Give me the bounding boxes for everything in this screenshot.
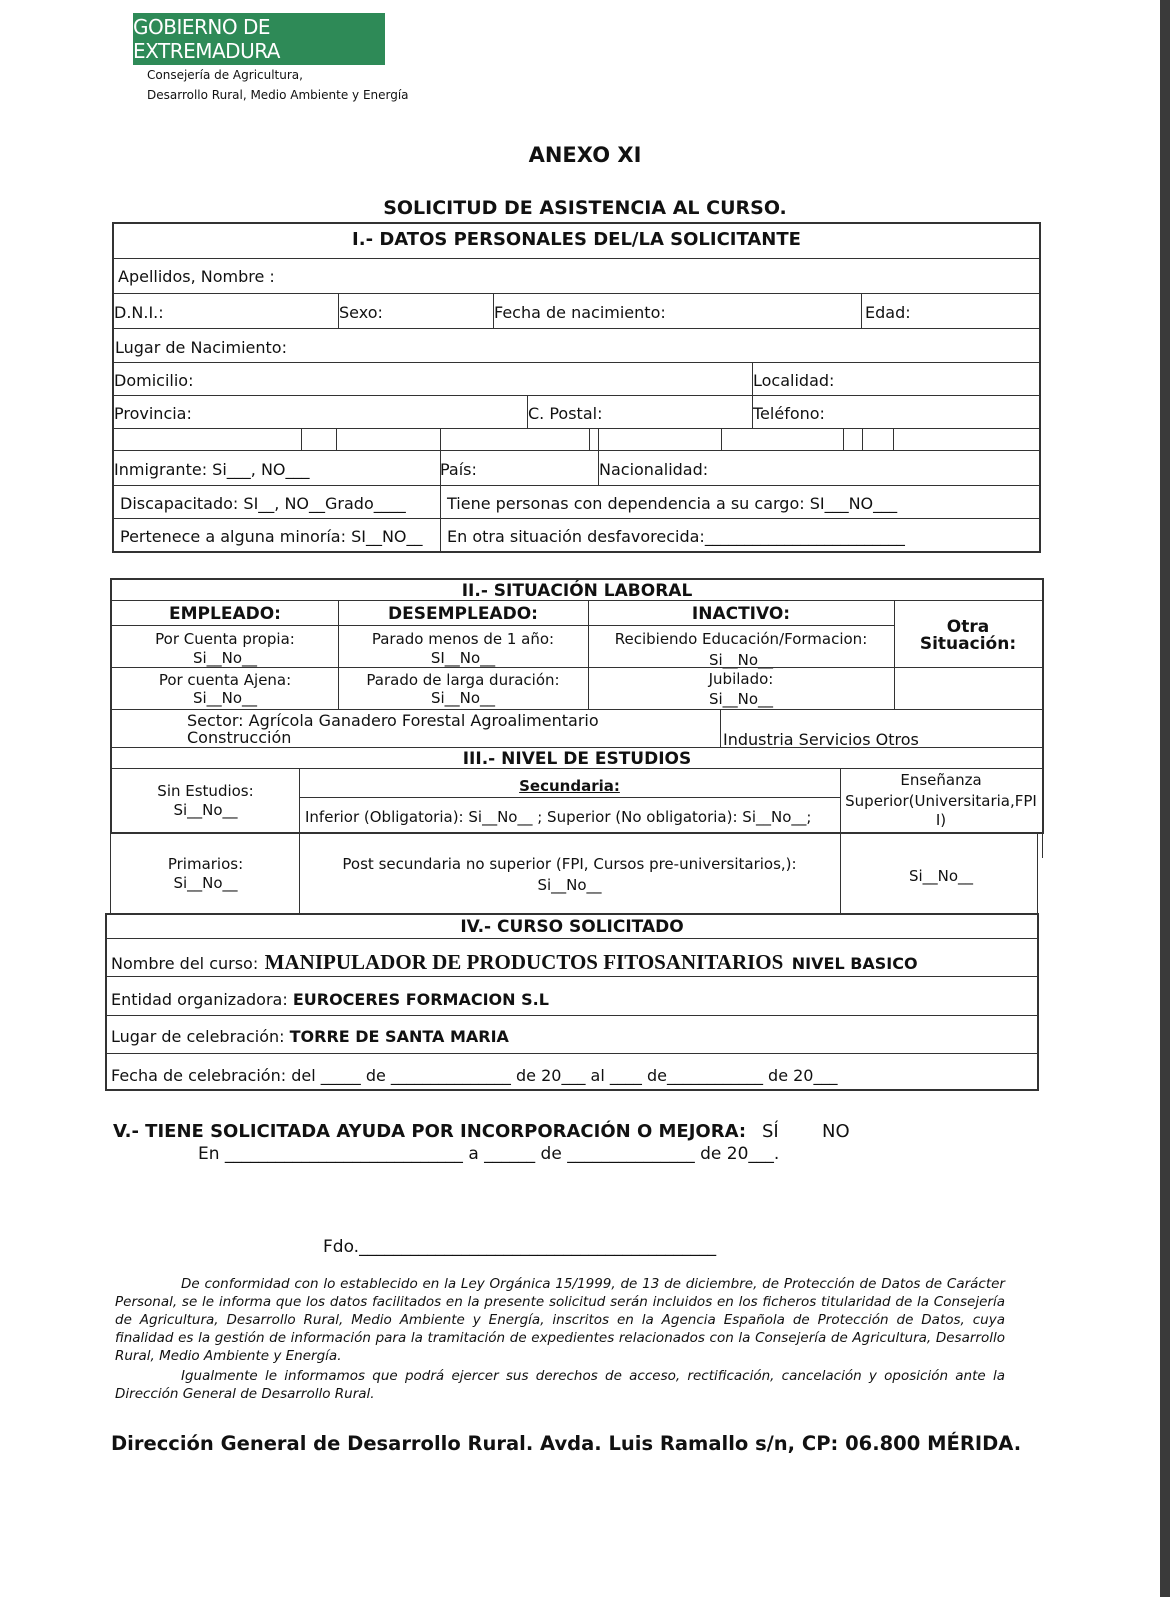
right-edge-bar [1160,0,1170,1597]
sin-estudios-label: Sin Estudios: [157,782,254,800]
sin-estudios-sino[interactable]: Si__No__ [173,801,238,819]
section-3-heading: III.- NIVEL DE ESTUDIOS [462,749,692,769]
ensenanza-superior-line-1: Enseñanza [900,771,982,789]
sector-industria-servicios[interactable]: Industria Servicios Otros [723,730,919,749]
codigo-postal-field[interactable]: C. Postal: [528,404,603,423]
legal-paragraph-2: Igualmente le informamos que podrá ejercer sus derechos de acceso, rectificación, cancelación y oposición ante la Dirección General de Desarrollo Rural. [115,1368,1005,1402]
place-date-line[interactable]: En ____________________________ a ______ de _______________ de 20___. [198,1144,780,1164]
section-4-heading: IV.- CURSO SOLICITADO [460,917,684,937]
desempleado-heading: DESEMPLEADO: [388,604,538,624]
section-5-heading: V.- TIENE SOLICITADA AYUDA POR INCORPORACIÓN O MEJORA: [113,1121,747,1142]
option-no[interactable]: NO [822,1121,850,1142]
fecha-nacimiento-field[interactable]: Fecha de nacimiento: [494,303,666,322]
lugar-label: Lugar de celebración: [111,1027,285,1046]
entidad-value[interactable]: EUROCERES FORMACION S.L [292,990,549,1009]
pais-field[interactable]: País: [440,460,477,479]
educacion-label: Recibiendo Educación/Formacion: [614,630,868,648]
secundaria-heading: Secundaria: [519,777,620,795]
telefono-field[interactable]: Teléfono: [753,404,825,423]
parado-menos-sino[interactable]: SI__No__ [430,649,496,667]
sector-construccion[interactable]: Construcción [187,728,292,747]
ensenanza-superior-line-2: Superior(Universitaria,FPI [845,792,1037,810]
dependencia-field[interactable]: Tiene personas con dependencia a su cargo: SI___NO___ [447,494,898,513]
lugar-row [111,1027,509,1046]
nombre-curso-value[interactable]: MANIPULADOR DE PRODUCTOS FITOSANITARIOS [264,950,784,974]
legal-paragraph-1: De conformidad con lo establecido en la Ley Orgánica 15/1999, de 13 de diciembre, de Protección de Datos de Carácter Personal, se le informa que los datos facilitados en la presente solicitud serán incluidos en los ficheros titularidad de la Consejería de Agricultura, Desarrollo Rural, Medio Ambiente y Energía, inscritos en la Agencia Española de Protección de Datos, cuya finalidad es la gestión de información para la tramitación de expedientes relacionados con la Consejería de Agricultura, Desarrollo Rural, Medio Ambiente y Energía. [115,1276,1005,1364]
signature-line[interactable]: Fdo.__________________________________________ [323,1237,717,1257]
form-subtitle: SOLICITUD DE ASISTENCIA AL CURSO. [383,197,787,219]
otra-situacion-heading-2: Situación: [919,634,1017,654]
primarios-label: Primarios: [167,855,244,873]
sector-options[interactable]: Sector: Agrícola Ganadero Forestal Agroalimentario [187,711,599,730]
desfavorecida-field[interactable]: En otra situación desfavorecida:_________________________ [447,527,905,546]
superior-sino[interactable]: Si__No__ [908,867,974,885]
nombre-curso-row [111,950,918,975]
post-secundaria-sino[interactable]: Si__No__ [537,876,602,894]
edad-field[interactable]: Edad: [865,303,911,322]
post-secundaria-label: Post secundaria no superior (FPI, Cursos pre-universitarios,): [342,855,797,873]
cuenta-ajena-sino[interactable]: Si__No__ [192,689,258,707]
nacionalidad-field[interactable]: Nacionalidad: [599,460,709,479]
entidad-row [111,990,549,1009]
otra-situacion-heading-1: Otra [946,617,990,637]
cuenta-propia-sino[interactable]: Si__No__ [192,649,258,667]
inmigrante-field[interactable]: Inmigrante: Si___, NO___ [114,460,310,479]
inactivo-heading: INACTIVO: [691,604,791,624]
domicilio-field[interactable]: Domicilio: [114,371,194,390]
discapacitado-field[interactable]: Discapacitado: SI__, NO__Grado____ [120,494,406,513]
government-logo [133,13,385,65]
apellidos-field[interactable]: Apellidos, Nombre : [118,267,275,286]
provincia-field[interactable]: Provincia: [114,404,192,423]
parado-larga-label: Parado de larga duración: [366,671,560,689]
section-2-heading: II.- SITUACIÓN LABORAL [461,581,693,601]
jubilado-sino[interactable]: Si__No__ [708,690,774,708]
minoria-field[interactable]: Pertenece a alguna minoría: SI__NO__ [120,527,423,546]
nombre-curso-label: Nombre del curso: [111,954,259,973]
fecha-celebracion-field[interactable]: Fecha de celebración: del _____ de _______________ de 20___ al ____ de____________ de 20___ [111,1066,838,1085]
logo-text: GOBIERNO DE EXTREMADURA [133,15,280,63]
ensenanza-superior-line-3: I) [935,811,947,829]
section-1-heading: I.- DATOS PERSONALES DEL/LA SOLICITANTE [352,229,801,250]
cuenta-ajena-label: Por cuenta Ajena: [158,671,292,689]
footer-address: Dirección General de Desarrollo Rural. Avda. Luis Ramallo s/n, CP: 06.800 MÉRIDA. [111,1432,1022,1455]
primarios-sino[interactable]: Si__No__ [173,874,238,892]
parado-menos-label: Parado menos de 1 año: [371,630,555,648]
cuenta-propia-label: Por Cuenta propia: [155,630,295,648]
educacion-sino[interactable]: Si__No__ [708,651,774,669]
consejeria-line-1: Consejería de Agricultura, [147,68,303,82]
page-title: ANEXO XI [528,143,642,167]
dni-field[interactable]: D.N.I.: [114,303,164,322]
sexo-field[interactable]: Sexo: [339,303,383,322]
nivel-curso: NIVEL BASICO [791,954,918,973]
entidad-label: Entidad organizadora: [111,990,288,1009]
empleado-heading: EMPLEADO: [169,604,281,624]
secundaria-detail[interactable]: Inferior (Obligatoria): Si__No__ ; Superior (No obligatoria): Si__No__; [305,808,812,826]
consejeria-line-2: Desarrollo Rural, Medio Ambiente y Energía [147,88,409,102]
option-si[interactable]: SÍ [762,1121,779,1142]
jubilado-label: Jubilado: [708,670,774,688]
lugar-value[interactable]: TORRE DE SANTA MARIA [289,1027,509,1046]
lugar-nacimiento-field[interactable]: Lugar de Nacimiento: [115,338,287,357]
parado-larga-sino[interactable]: Si__No__ [430,689,496,707]
localidad-field[interactable]: Localidad: [753,371,835,390]
